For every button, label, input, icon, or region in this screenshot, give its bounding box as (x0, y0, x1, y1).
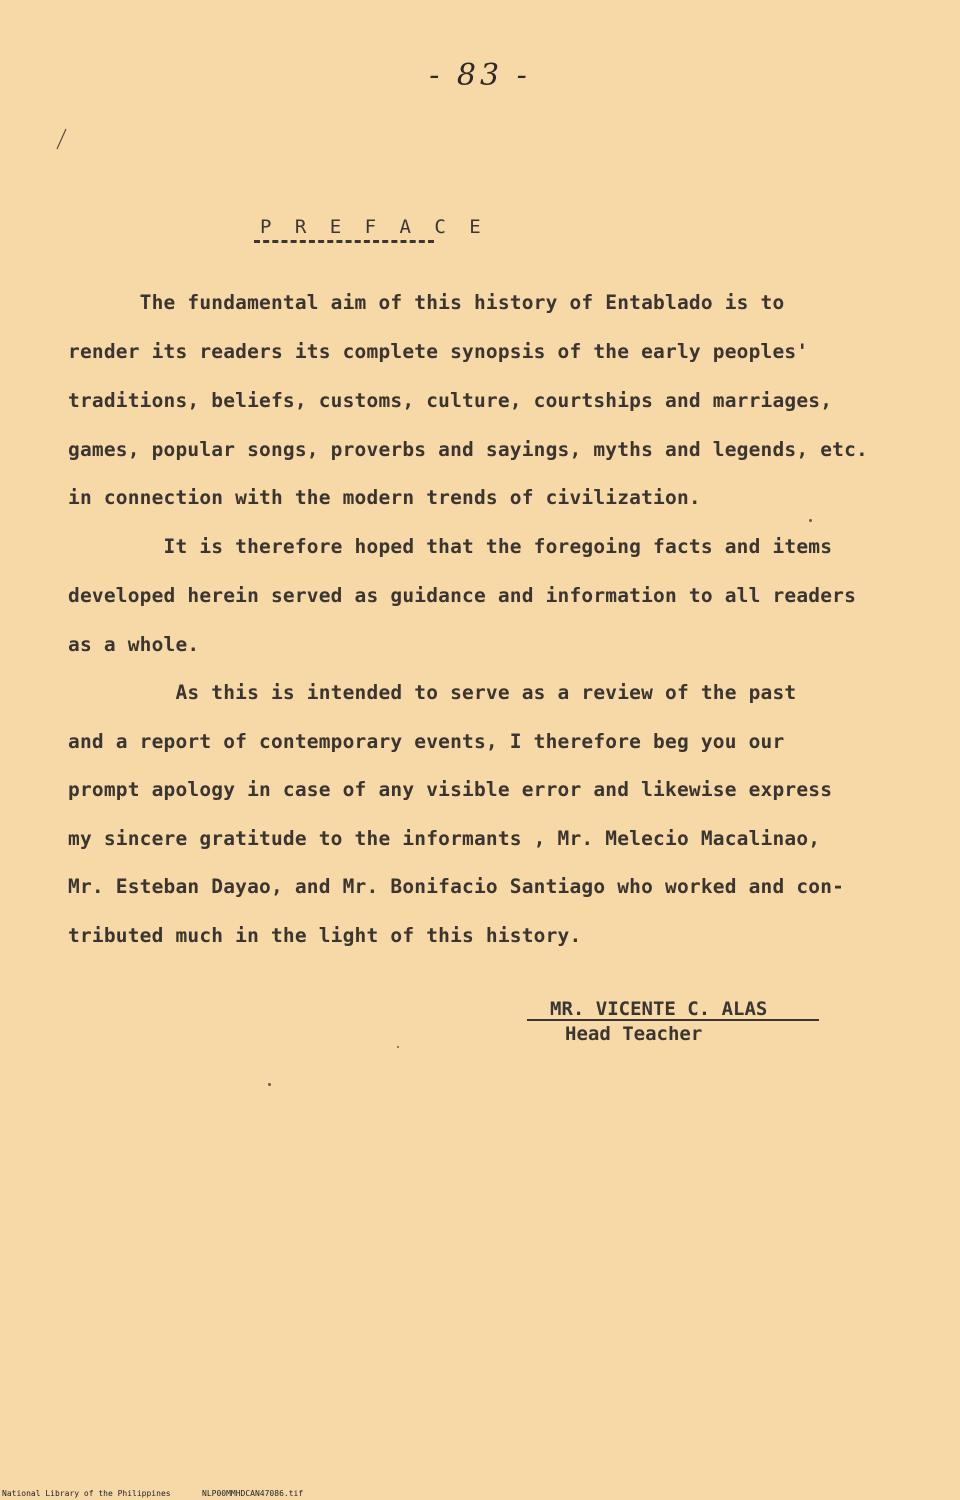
ink-speck (268, 1083, 271, 1086)
signature-title: Head Teacher (565, 1023, 703, 1045)
body-line: prompt apology in case of any visible error and likewise express (68, 778, 833, 801)
body-line: As this is intended to serve as a review of the past (68, 681, 797, 704)
body-line: The fundamental aim of this history of Entablado is to (68, 291, 785, 314)
heading-underline (254, 240, 434, 243)
ink-speck (397, 1046, 399, 1048)
body-line: and a report of contemporary events, I therefore beg you our (68, 730, 785, 753)
body-line: developed herein served as guidance and information to all readers (68, 584, 857, 607)
signature-line (527, 1019, 819, 1021)
page-number: - 83 - (429, 58, 531, 93)
body-line: Mr. Esteban Dayao, and Mr. Bonifacio Santiago who worked and con- (68, 875, 845, 898)
pencil-mark-icon (54, 128, 68, 150)
signature-name: MR. VICENTE C. ALAS (550, 998, 768, 1020)
body-line: in connection with the modern trends of civilization. (68, 486, 701, 509)
body-line: my sincere gratitude to the informants , Mr. Melecio Macalinao, (68, 827, 821, 850)
preface-heading: P R E F A C E (260, 216, 487, 238)
body-line: as a whole. (68, 633, 200, 656)
body-line: tributed much in the light of this history. (68, 924, 582, 947)
body-line: traditions, beliefs, customs, culture, courtships and marriages, (68, 389, 833, 412)
ink-speck (809, 519, 812, 522)
body-line: games, popular songs, proverbs and sayings, myths and legends, etc. (68, 438, 868, 461)
footer-source: National Library of the Philippines (2, 1489, 171, 1498)
footer-filename: NLP00MMHDCAN47086.tif (202, 1489, 304, 1498)
body-line: It is therefore hoped that the foregoing facts and items (68, 535, 833, 558)
body-line: render its readers its complete synopsis of the early peoples' (68, 340, 809, 363)
